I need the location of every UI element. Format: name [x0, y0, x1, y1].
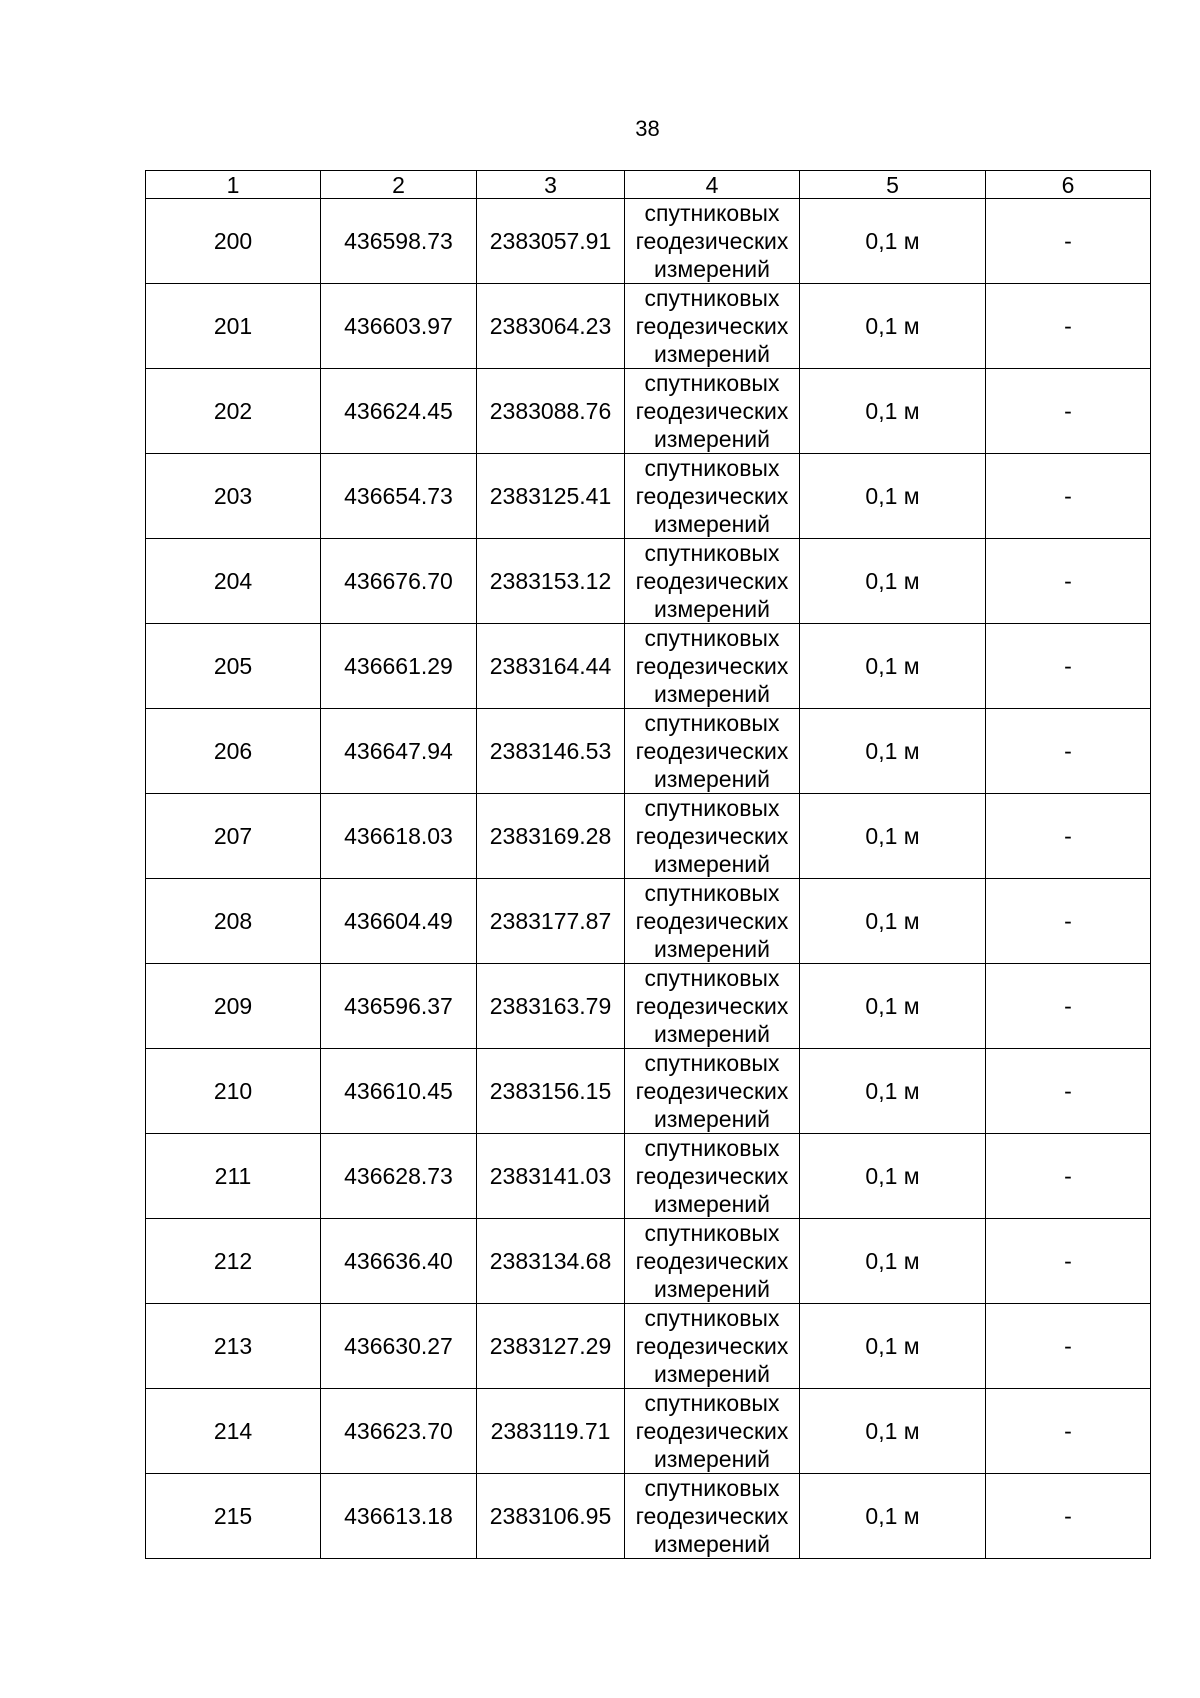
table-cell-col-4: спутниковых геодезических измерений — [625, 1134, 800, 1219]
table-row — [146, 794, 1151, 879]
table-cell-col-6: - — [986, 1049, 1151, 1134]
table-row — [146, 539, 1151, 624]
data-table — [145, 170, 1151, 1559]
table-cell-col-4: спутниковых геодезических измерений — [625, 454, 800, 539]
table-cell-col-1: 203 — [146, 454, 321, 539]
header-cell-col-3: 3 — [477, 171, 625, 199]
table-cell-col-1: 205 — [146, 624, 321, 709]
table-cell-col-5: 0,1 м — [800, 199, 986, 284]
table-row — [146, 454, 1151, 539]
table-cell-col-5: 0,1 м — [800, 624, 986, 709]
table-cell-col-4: спутниковых геодезических измерений — [625, 624, 800, 709]
table-cell-col-3: 2383127.29 — [477, 1304, 625, 1389]
table-cell-col-4: спутниковых геодезических измерений — [625, 964, 800, 1049]
table-cell-col-4: спутниковых геодезических измерений — [625, 199, 800, 284]
table-cell-col-2: 436647.94 — [321, 709, 477, 794]
table-cell-col-5: 0,1 м — [800, 1134, 986, 1219]
table-cell-col-2: 436676.70 — [321, 539, 477, 624]
table-row — [146, 1134, 1151, 1219]
table-cell-col-6: - — [986, 709, 1151, 794]
table-cell-col-6: - — [986, 1134, 1151, 1219]
table-cell-col-4: спутниковых геодезических измерений — [625, 1049, 800, 1134]
table-cell-col-2: 436610.45 — [321, 1049, 477, 1134]
table-cell-col-2: 436603.97 — [321, 284, 477, 369]
table-cell-col-5: 0,1 м — [800, 284, 986, 369]
table-cell-col-3: 2383169.28 — [477, 794, 625, 879]
table-cell-col-4: спутниковых геодезических измерений — [625, 1304, 800, 1389]
table-cell-col-1: 200 — [146, 199, 321, 284]
table-cell-col-1: 202 — [146, 369, 321, 454]
table-cell-col-4: спутниковых геодезических измерений — [625, 1389, 800, 1474]
table-cell-col-6: - — [986, 964, 1151, 1049]
table-cell-col-1: 212 — [146, 1219, 321, 1304]
table-cell-col-5: 0,1 м — [800, 1219, 986, 1304]
table-cell-col-2: 436604.49 — [321, 879, 477, 964]
table-cell-col-3: 2383064.23 — [477, 284, 625, 369]
table-cell-col-5: 0,1 м — [800, 709, 986, 794]
table-cell-col-5: 0,1 м — [800, 1474, 986, 1559]
table-cell-col-3: 2383134.68 — [477, 1219, 625, 1304]
table-cell-col-5: 0,1 м — [800, 1304, 986, 1389]
table-cell-col-6: - — [986, 539, 1151, 624]
table-cell-col-3: 2383141.03 — [477, 1134, 625, 1219]
table-cell-col-4: спутниковых геодезических измерений — [625, 879, 800, 964]
table-row — [146, 284, 1151, 369]
table-cell-col-4: спутниковых геодезических измерений — [625, 1474, 800, 1559]
table-cell-col-5: 0,1 м — [800, 539, 986, 624]
header-cell-col-1: 1 — [146, 171, 321, 199]
table-cell-col-3: 2383125.41 — [477, 454, 625, 539]
header-cell-col-4: 4 — [625, 171, 800, 199]
table-cell-col-2: 436618.03 — [321, 794, 477, 879]
table-cell-col-6: - — [986, 624, 1151, 709]
table-cell-col-2: 436613.18 — [321, 1474, 477, 1559]
table-cell-col-3: 2383164.44 — [477, 624, 625, 709]
table-row — [146, 1219, 1151, 1304]
table-cell-col-5: 0,1 м — [800, 369, 986, 454]
table-cell-col-6: - — [986, 1304, 1151, 1389]
table-row — [146, 369, 1151, 454]
table-row — [146, 964, 1151, 1049]
table-cell-col-3: 2383163.79 — [477, 964, 625, 1049]
table-cell-col-2: 436654.73 — [321, 454, 477, 539]
table-cell-col-1: 210 — [146, 1049, 321, 1134]
table-cell-col-1: 204 — [146, 539, 321, 624]
table-cell-col-6: - — [986, 879, 1151, 964]
table-row — [146, 199, 1151, 284]
table-cell-col-3: 2383057.91 — [477, 199, 625, 284]
table-cell-col-2: 436624.45 — [321, 369, 477, 454]
table-cell-col-3: 2383106.95 — [477, 1474, 625, 1559]
table-cell-col-2: 436623.70 — [321, 1389, 477, 1474]
table-cell-col-6: - — [986, 199, 1151, 284]
table-row — [146, 709, 1151, 794]
table-cell-col-6: - — [986, 284, 1151, 369]
table-cell-col-6: - — [986, 454, 1151, 539]
table-cell-col-6: - — [986, 1389, 1151, 1474]
table-row — [146, 879, 1151, 964]
table-cell-col-5: 0,1 м — [800, 454, 986, 539]
header-cell-col-2: 2 — [321, 171, 477, 199]
page-number: 38 — [635, 116, 660, 141]
table-cell-col-2: 436636.40 — [321, 1219, 477, 1304]
table-cell-col-4: спутниковых геодезических измерений — [625, 709, 800, 794]
table-cell-col-1: 215 — [146, 1474, 321, 1559]
header-cell-col-6: 6 — [986, 171, 1151, 199]
table-cell-col-6: - — [986, 794, 1151, 879]
table-cell-col-1: 209 — [146, 964, 321, 1049]
table-cell-col-3: 2383088.76 — [477, 369, 625, 454]
table-cell-col-3: 2383153.12 — [477, 539, 625, 624]
table-cell-col-5: 0,1 м — [800, 964, 986, 1049]
table-cell-col-4: спутниковых геодезических измерений — [625, 794, 800, 879]
table-cell-col-6: - — [986, 1219, 1151, 1304]
table-cell-col-5: 0,1 м — [800, 879, 986, 964]
table-body — [146, 199, 1151, 1559]
table-cell-col-4: спутниковых геодезических измерений — [625, 284, 800, 369]
table-cell-col-1: 201 — [146, 284, 321, 369]
table-cell-col-5: 0,1 м — [800, 1389, 986, 1474]
table-cell-col-4: спутниковых геодезических измерений — [625, 1219, 800, 1304]
table-cell-col-2: 436628.73 — [321, 1134, 477, 1219]
table-row — [146, 1304, 1151, 1389]
table-cell-col-1: 208 — [146, 879, 321, 964]
table-cell-col-3: 2383146.53 — [477, 709, 625, 794]
table-row — [146, 1474, 1151, 1559]
table-cell-col-3: 2383177.87 — [477, 879, 625, 964]
table-cell-col-1: 214 — [146, 1389, 321, 1474]
header-cell-col-5: 5 — [800, 171, 986, 199]
table-cell-col-2: 436661.29 — [321, 624, 477, 709]
table-cell-col-1: 206 — [146, 709, 321, 794]
table-cell-col-3: 2383156.15 — [477, 1049, 625, 1134]
table-cell-col-5: 0,1 м — [800, 794, 986, 879]
table-cell-col-3: 2383119.71 — [477, 1389, 625, 1474]
table-cell-col-6: - — [986, 369, 1151, 454]
table-row — [146, 624, 1151, 709]
table-cell-col-1: 211 — [146, 1134, 321, 1219]
table-cell-col-6: - — [986, 1474, 1151, 1559]
table-row — [146, 1389, 1151, 1474]
table-cell-col-4: спутниковых геодезических измерений — [625, 539, 800, 624]
table-cell-col-4: спутниковых геодезических измерений — [625, 369, 800, 454]
table-cell-col-1: 207 — [146, 794, 321, 879]
table-cell-col-2: 436596.37 — [321, 964, 477, 1049]
table-cell-col-1: 213 — [146, 1304, 321, 1389]
table-row — [146, 1049, 1151, 1134]
table-cell-col-5: 0,1 м — [800, 1049, 986, 1134]
table-cell-col-2: 436630.27 — [321, 1304, 477, 1389]
table-cell-col-2: 436598.73 — [321, 199, 477, 284]
table-header-row — [146, 171, 1151, 199]
